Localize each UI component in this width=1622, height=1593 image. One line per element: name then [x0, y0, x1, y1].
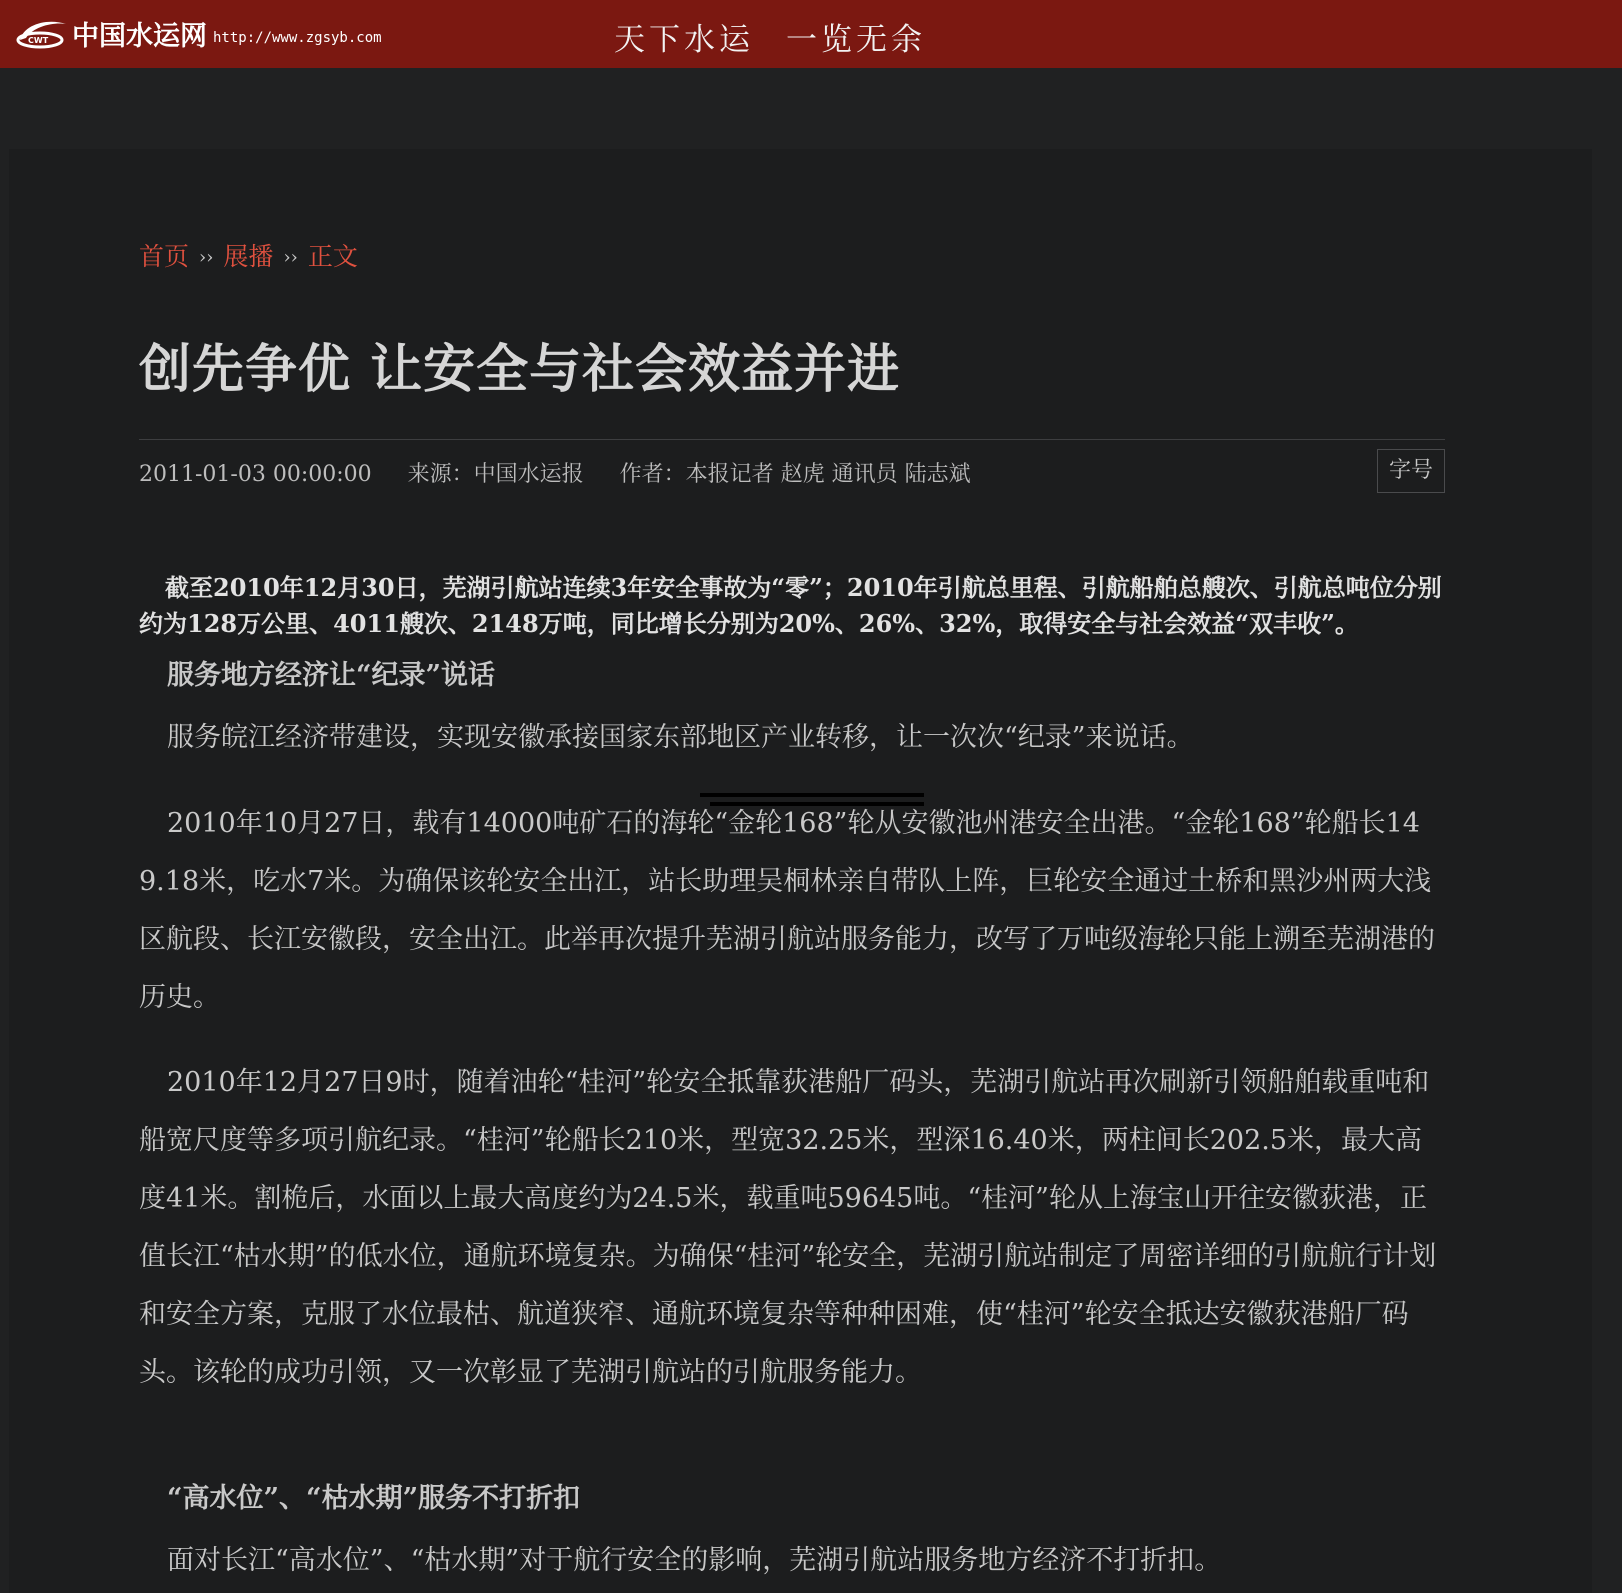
breadcrumb-home-link[interactable]: 首页 [139, 242, 190, 271]
underline-mark-icon [700, 793, 924, 807]
article-lead: 截至2010年12月30日，芜湖引航站连续3年安全事故为“零”；2010年引航总里程、引航船舶总艘次、引航总吨位分别约为128万公里、4011艘次、2148万吨，同比增长分别为20%、26%、32%，取得安全与社会效益“双丰收”。 [139, 573, 1442, 638]
svg-text:CWT: CWT [28, 36, 49, 45]
logo-url: http://www.zgsyb.com [213, 30, 382, 46]
header-slogan [614, 14, 926, 59]
breadcrumb [139, 237, 358, 273]
site-logo-link[interactable] [14, 10, 382, 56]
article-title: 创先争优 让安全与社会效益并进 [139, 339, 901, 400]
article-subhead: “高水位”、“枯水期”服务不打折扣 [167, 1483, 581, 1514]
article-paragraph: 服务皖江经济带建设，实现安徽承接国家东部地区产业转移，让一次次“纪录”来说话。 [167, 722, 1194, 753]
cwt-ship-logo-icon [14, 16, 70, 50]
article-meta [139, 457, 1007, 488]
article-paragraph: 2010年12月27日9时，随着油轮“桂河”轮安全抵靠荻港船厂码头，芜湖引航站再次刷新引领船舶载重吨和船宽尺度等多项引航纪录。“桂河”轮船长210米，型宽32.25米，型深16.40米，两柱间长202.5米，最大高度41米。割桅后，水面以上最大高度约为24.5米，载重吨59645吨。“桂河”轮从上海宝山开往安徽荻港，正值长江“枯水期”的低水位，通航环境复杂。为确保“桂河”轮安全，芜湖引航站制定了周密详细的引航航行计划和安全方案，克服了水位最枯、航道狭窄、通航环境复杂等种种困难，使“桂河”轮安全抵达安徽荻港船厂码头。该轮的成功引领，又一次彰显了芜湖引航站的引航服务能力。 [139, 1067, 1437, 1388]
breadcrumb-section-link[interactable]: 展播 [223, 242, 274, 271]
breadcrumb-current-link[interactable]: 正文 [307, 242, 358, 271]
slogan-right: 一览无余 [786, 22, 926, 58]
breadcrumb-separator: ›› [283, 247, 298, 268]
slogan-left: 天下水运 [614, 22, 754, 58]
title-divider [139, 439, 1445, 440]
article-source: 来源：中国水运报 [407, 462, 584, 487]
article-author: 作者：本报记者 赵虎 通讯员 陆志斌 [619, 462, 971, 487]
article-subhead: 服务地方经济让“纪录”说话 [167, 660, 496, 691]
site-header [0, 0, 1622, 68]
article-date: 2011-01-03 00:00:00 [139, 462, 372, 487]
logo-text: 中国水运网 [72, 20, 207, 52]
article-paragraph: 面对长江“高水位”、“枯水期”对于航行安全的影响，芜湖引航站服务地方经济不打折扣。 [167, 1545, 1222, 1576]
article-paragraph: 2010年10月27日，载有14000吨矿石的海轮“金轮168”轮从安徽池州港安全出港。“金轮168”轮船长149.18米，吃水7米。为确保该轮安全出江，站长助理吴桐林亲自带队上阵，巨轮安全通过土桥和黑沙州两大浅区航段、长江安徽段，安全出江。此举再次提升芜湖引航站服务能力，改写了万吨级海轮只能上溯至芜湖港的历史。 [139, 808, 1435, 1013]
font-size-button[interactable]: 字号 [1377, 449, 1445, 493]
breadcrumb-separator: ›› [199, 247, 214, 268]
